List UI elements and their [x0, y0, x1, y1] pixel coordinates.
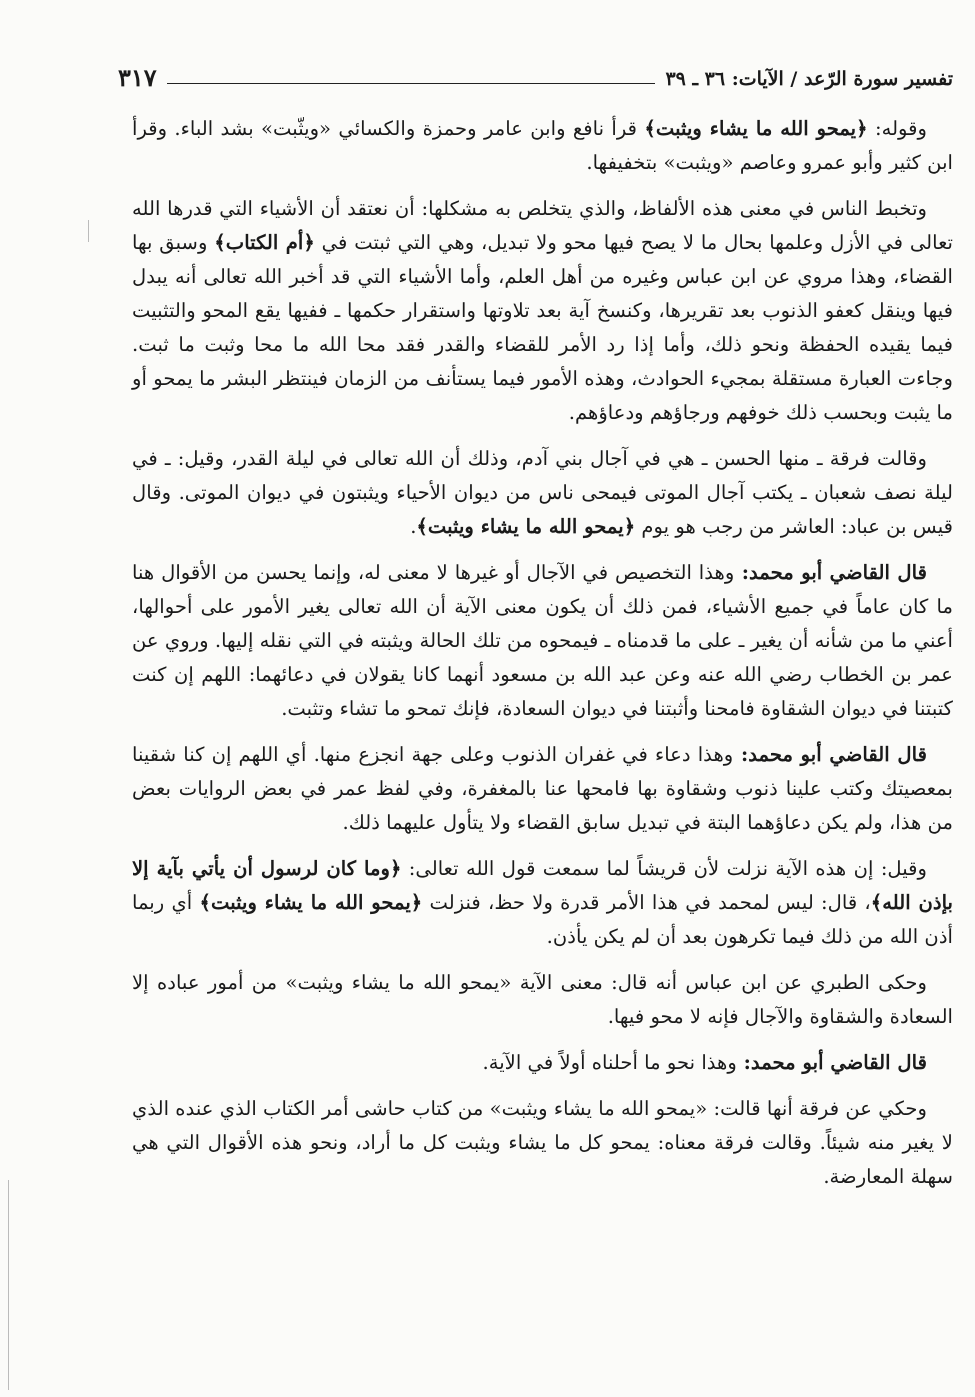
emphasized-text: ﴿يمحو الله ما يشاء ويثبت﴾ — [199, 891, 423, 914]
text-run: وهذا دعاء في غفران الذنوب وعلى جهة انجزع منها. أي اللهم إن كنا شقينا بمعصيتك وكتب علينا ذنوب وشقاوة بها فامحها عنا بالمغفرة، وفي لفظ عمر في بعض الروايات بعض من هذا، ولم يكن دعاؤهما البتة في تبديل سابق القضاء ولا يتأول عليهما ذلك. — [132, 743, 953, 834]
paragraph — [132, 852, 953, 954]
page-header — [118, 58, 953, 94]
paragraph — [132, 966, 953, 1034]
text-run: وقيل: إن هذه الآية نزلت لأن قريشاً لما سمعت قول الله تعالى: — [401, 857, 927, 880]
text-run: ، قال: ليس لمحمد في هذا الأمر قدرة ولا حظ، فنزلت — [422, 891, 871, 914]
paragraph — [132, 556, 953, 726]
emphasized-text: ﴿يمحو الله ما يشاء ويثبت﴾ — [416, 515, 636, 538]
text-run: قرأ نافع وابن عامر وحمزة والكسائي «ويثّبت» بشد الباء. وقرأ ابن كثير وأبو عمرو وعاصم «ويثبت» بتخفيفها. — [132, 117, 953, 174]
emphasized-text: قال القاضي أبو محمد: — [734, 561, 927, 584]
paragraph — [132, 1046, 953, 1080]
margin-mark — [88, 220, 89, 242]
page-number: ٣١٧ — [118, 63, 157, 92]
text-run: وحكي عن فرقة أنها قالت: «يمحو الله ما يشاء ويثبت» من كتاب حاشى أمر الكتاب الذي عنده الذي لا يغير منه شيئاً. وقالت فرقة معناه: يمحو كل ما يشاء ويثبت كل ما أراد، ونحو هذه الأقوال التي هي سهلة المعارضة. — [132, 1097, 953, 1188]
paragraph — [132, 738, 953, 840]
text-run: وهذا التخصيص في الآجال أو غيرها لا معنى له، وإنما يحسن من الأقوال هنا ما كان عاماً في جميع الأشياء، فمن ذلك أن يكون معنى الآية أن الله تعالى يغير الأمور على أحوالها، أعني ما من شأنه أن يغير ـ على ما قدمناه ـ فيمحوه من تلك الحالة ويثبته في التي نقله إليها. وروي عن عمر بن الخطاب رضي الله عنه وعن عبد الله بن مسعود أنهما كانا يقولان في دعائهما: اللهم إن كنت كتبتنا في ديوان الشقاوة فامحنا وأثبتنا في ديوان السعادة، فإنك تمحو ما تشاء وتثبت. — [132, 561, 953, 720]
text-run: وسبق بها القضاء، وهذا مروي عن ابن عباس وغيره من أهل العلم، وأما الأشياء التي قد أخبر الله تعالى أنه يبدل فيها وينقل كعفو الذنوب بعد تقريرها، وكنسخ آية بعد تلاوتها واستقرار حكمها ـ ففيها يقع المحو والتثبيت فيما يقيده الحفظة ونحو ذلك، وأما إذا رد الأمر للقضاء والقدر فقد محا الله ما محا وثبت ما ثبت. وجاءت العبارة مستقلة بمجيء الحوادث، وهذه الأمور فيما يستأنف من الزمان فينتظر البشر ما يمحو أو ما يثبت وبحسب ذلك خوفهم ورجاؤهم ودعاؤهم. — [132, 231, 953, 424]
emphasized-text: ﴿وما كان لرسول أن يأتي بآية إلا بإذن الله﴾ — [132, 857, 954, 914]
paragraph — [132, 442, 953, 544]
text-run: وتخبط الناس في معنى هذه الألفاظ، والذي يتخلص به مشكلها: أن نعتقد أن الأشياء التي قدرها الله تعالى في الأزل وعلمها بحال ما لا يصح فيها محو ولا تبديل، وهي التي ثبتت في — [132, 197, 953, 254]
text-run: وهذا نحو ما أحلناه أولاً في الآية. — [482, 1051, 737, 1074]
header-rule — [167, 83, 656, 84]
page-body — [132, 112, 953, 1206]
text-run: . — [410, 515, 417, 538]
paragraph — [132, 1092, 953, 1194]
text-run: وقالت فرقة ـ منها الحسن ـ هي في آجال بني آدم، وذلك أن الله تعالى في ليلة القدر، وقيل: ـ في ليلة نصف شعبان ـ يكتب آجال الموتى فيمحى ناس من ديوان الأحياء ويثبتون في ديوان الموتى. وقال قيس بن عباد: العاشر من رجب هو يوم — [132, 447, 953, 538]
text-run: أي ربما أذن الله من ذلك فيما تكرهون بعد أن لم يكن يأذن. — [132, 891, 953, 948]
paragraph — [132, 112, 953, 180]
emphasized-text: قال القاضي أبو محمد: — [736, 1051, 927, 1074]
text-run: وقوله: — [867, 117, 927, 140]
paragraph — [132, 192, 953, 430]
margin-mark — [8, 1180, 9, 1390]
text-run: وحكى الطبري عن ابن عباس أنه قال: معنى الآية «يمحو الله ما يشاء ويثبت» من أمور عباده إلا السعادة والشقاوة والآجال فإنه لا محو فيها. — [132, 971, 953, 1028]
emphasized-text: ﴿أم الكتاب﴾ — [214, 231, 315, 254]
emphasized-text: قال القاضي أبو محمد: — [733, 743, 927, 766]
emphasized-text: ﴿يمحو الله ما يشاء ويثبت﴾ — [644, 117, 868, 140]
running-head: تفسير سورة الرّعد / الآيات: ٣٦ ـ ٣٩ — [665, 68, 953, 90]
